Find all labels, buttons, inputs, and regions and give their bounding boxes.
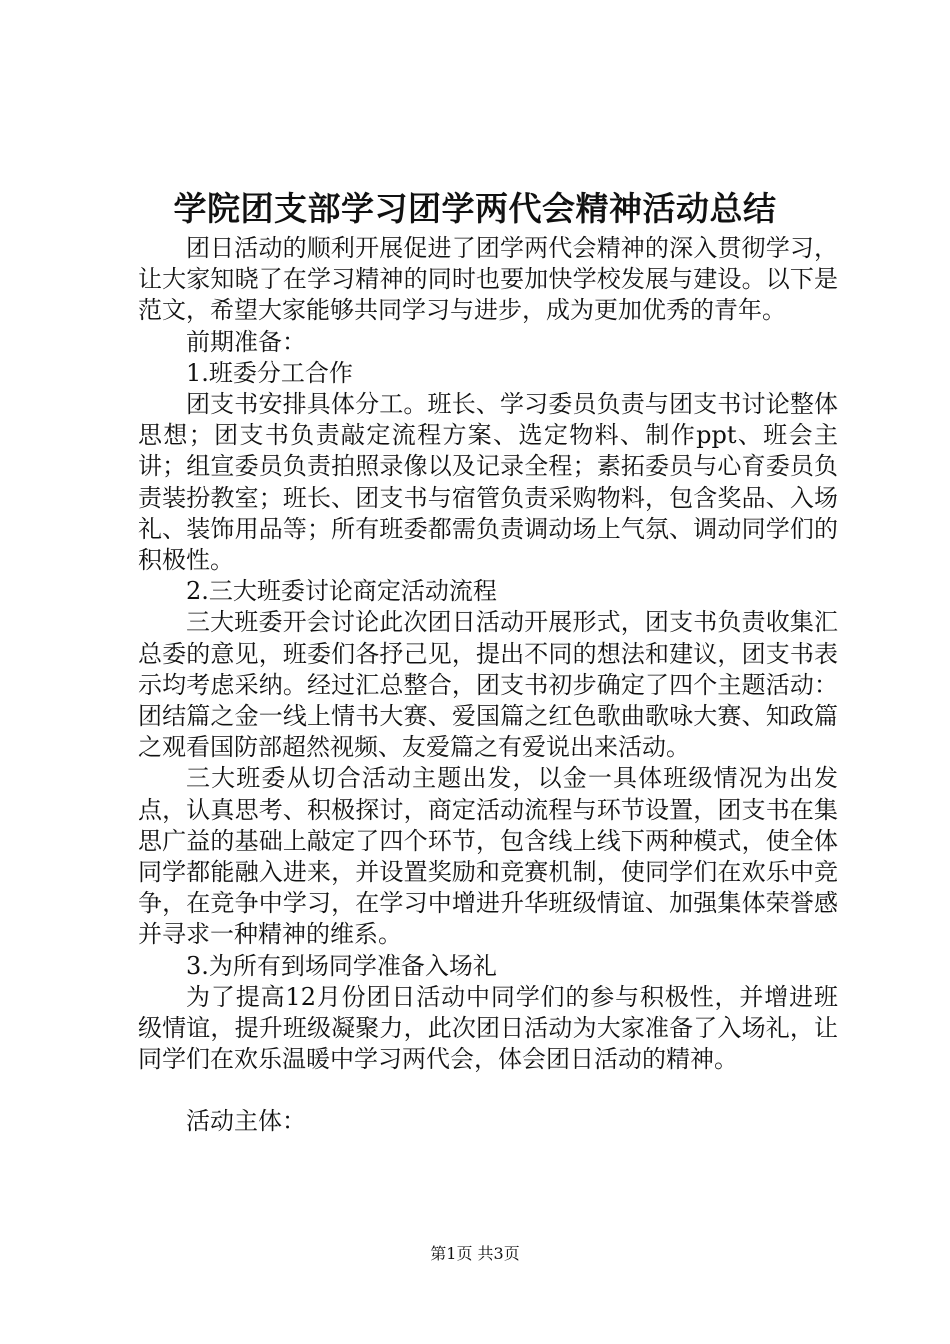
item1-paragraph: 团支书安排具体分工。班长、学习委员负责与团支书讨论整体思想；团支书负责敲定流程方案、选定物料、制作ppt、班会主讲；组宣委员负责拍照录像以及记录全程；素拓委员与心育委员负责装扮教室；班长、团支书与宿管负责采购物料，包含奖品、入场礼、装饰用品等；所有班委都需负责调动场上气氛、调动同学们的积极性。 (138, 390, 838, 575)
document-body (138, 233, 838, 1138)
intro-paragraph: 团日活动的顺利开展促进了团学两代会精神的深入贯彻学习，让大家知晓了在学习精神的同时也要加快学校发展与建设。以下是范文，希望大家能够共同学习与进步，成为更加优秀的青年。 (138, 234, 838, 325)
page-footer: 第1页 共3页 (430, 1244, 520, 1263)
item2-paragraph-2: 三大班委从切合活动主题出发，以金一具体班级情况为出发点，认真思考、积极探讨，商定活动流程与环节设置，团支书在集思广益的基础上敲定了四个环节，包含线上线下两种模式，使全体同学都能融入进来，并设置奖励和竞赛机制，使同学们在欢乐中竞争，在竞争中学习，在学习中增进升华班级情谊、加强集体荣誉感并寻求一种精神的维系。 (138, 764, 838, 949)
item2-paragraph-1: 三大班委开会讨论此次团日活动开展形式，团支书负责收集汇总委的意见，班委们各抒己见，提出不同的想法和建议，团支书表示均考虑采纳。经过汇总整合，团支书初步确定了四个主题活动：团结篇之金一线上情书大赛、爱国篇之红色歌曲歌咏大赛、知政篇之观看国防部超然视频、友爱篇之有爱说出来活动。 (138, 608, 838, 762)
item1-heading: 1.班委分工合作 (186, 358, 353, 387)
section-heading-prep: 前期准备： (186, 327, 306, 356)
item3-paragraph: 为了提高12月份团日活动中同学们的参与积极性，并增进班级情谊，提升班级凝聚力，此次团日活动为大家准备了入场礼，让同学们在欢乐温暖中学习两代会，体会团日活动的精神。 (138, 982, 838, 1074)
item3-heading: 3.为所有到场同学准备入场礼 (186, 951, 497, 980)
section-heading-main: 活动主体： (186, 1107, 306, 1136)
document-title: 学院团支部学习团学两代会精神活动总结 (173, 189, 777, 228)
item2-heading: 2.三大班委讨论商定活动流程 (186, 577, 497, 606)
blank-line (138, 1075, 838, 1106)
